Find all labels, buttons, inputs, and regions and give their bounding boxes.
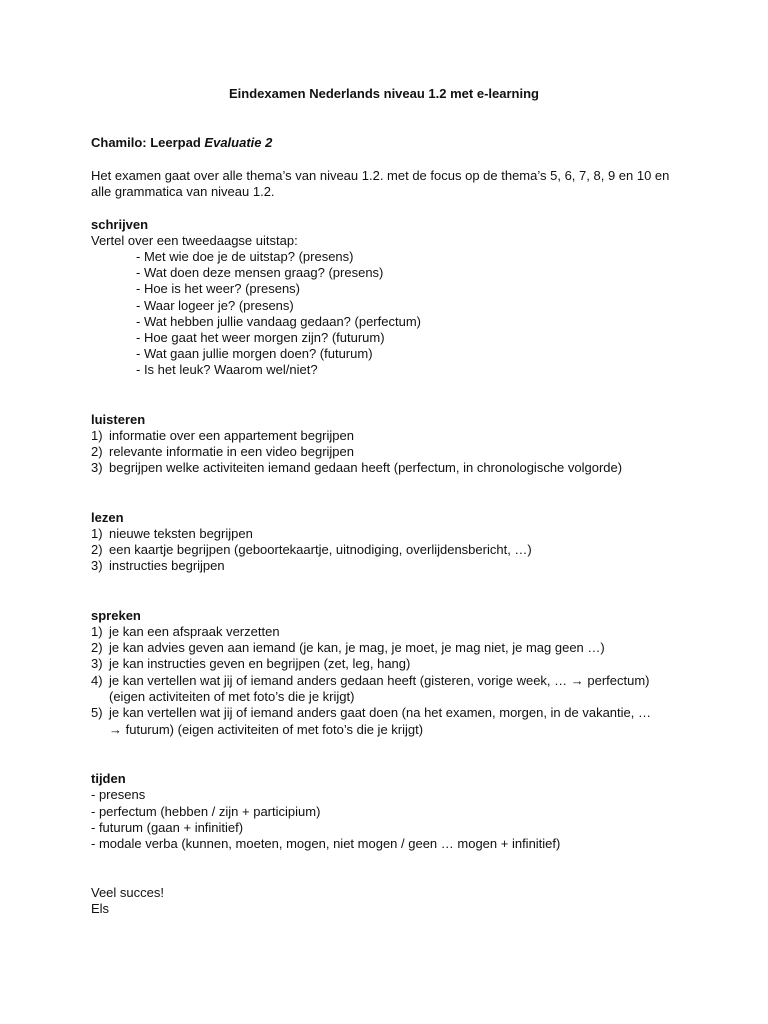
spreken-heading: spreken — [91, 608, 141, 623]
schrijven-item: - Hoe is het weer? (presens) — [136, 281, 301, 296]
signature-name: Els — [91, 901, 110, 916]
chamilo-label: Chamilo: Leerpad — [91, 135, 205, 150]
schrijven-item: - Is het leuk? Waarom wel/niet? — [136, 362, 318, 377]
document-title: Eindexamen Nederlands niveau 1.2 met e-learning — [229, 86, 539, 101]
spreken-item-continuation: (eigen activiteiten of met foto’s die je krijgt) — [109, 689, 355, 704]
spreken-item: 1) je kan een afspraak verzetten — [91, 624, 280, 639]
luisteren-item: 2) relevante informatie in een video begrijpen — [91, 444, 354, 459]
intro-line-2: alle grammatica van niveau 1.2. — [91, 184, 275, 199]
chamilo-course: Evaluatie 2 — [204, 135, 273, 150]
luisteren-item: 3) begrijpen welke activiteiten iemand gedaan heeft (perfectum, in chronologische volgorde) — [91, 460, 623, 475]
intro-line-1: Het examen gaat over alle thema’s van niveau 1.2. met de focus op de thema’s 5, 6, 7, 8, 9 en 10 en — [91, 168, 670, 183]
luisteren-item: 1) informatie over een appartement begrijpen — [91, 428, 354, 443]
schrijven-item: - Met wie doe je de uitstap? (presens) — [136, 249, 354, 264]
tijden-item: - futurum (gaan + infinitief) — [91, 820, 244, 835]
schrijven-lead: Vertel over een tweedaagse uitstap: — [91, 233, 298, 248]
lezen-item: 2) een kaartje begrijpen (geboortekaartje, uitnodiging, overlijdensbericht, …) — [91, 542, 532, 557]
schrijven-item: - Wat hebben jullie vandaag gedaan? (perfectum) — [136, 314, 421, 329]
schrijven-item: - Wat doen deze mensen graag? (presens) — [136, 265, 384, 280]
spreken-item: 4) je kan vertellen wat jij of iemand anders gedaan heeft (gisteren, vorige week, … → perfectum) — [91, 673, 650, 688]
lezen-item: 3) instructies begrijpen — [91, 558, 225, 573]
lezen-heading: lezen — [91, 510, 124, 525]
tijden-item: - perfectum (hebben / zijn + participium) — [91, 804, 321, 819]
schrijven-heading: schrijven — [91, 217, 149, 232]
chamilo-line — [91, 135, 272, 151]
schrijven-item: - Wat gaan jullie morgen doen? (futurum) — [136, 346, 373, 361]
spreken-item: 2) je kan advies geven aan iemand (je kan, je mag, je moet, je mag niet, je mag geen …) — [91, 640, 605, 655]
lezen-item: 1) nieuwe teksten begrijpen — [91, 526, 253, 541]
luisteren-heading: luisteren — [91, 412, 146, 427]
spreken-item: 3) je kan instructies geven en begrijpen (zet, leg, hang) — [91, 656, 411, 671]
schrijven-item: - Waar logeer je? (presens) — [136, 298, 294, 313]
tijden-heading: tijden — [91, 771, 126, 786]
tijden-item: - modale verba (kunnen, moeten, mogen, niet mogen / geen … mogen + infinitief) — [91, 836, 561, 851]
spreken-item-continuation: → futurum) (eigen activiteiten of met foto’s die je krijgt) — [109, 722, 424, 737]
spreken-item: 5) je kan vertellen wat jij of iemand anders gaat doen (na het examen, morgen, in de vakantie, … — [91, 705, 651, 720]
schrijven-item: - Hoe gaat het weer morgen zijn? (futurum) — [136, 330, 385, 345]
closing-wish: Veel succes! — [91, 885, 164, 900]
tijden-item: - presens — [91, 787, 146, 802]
